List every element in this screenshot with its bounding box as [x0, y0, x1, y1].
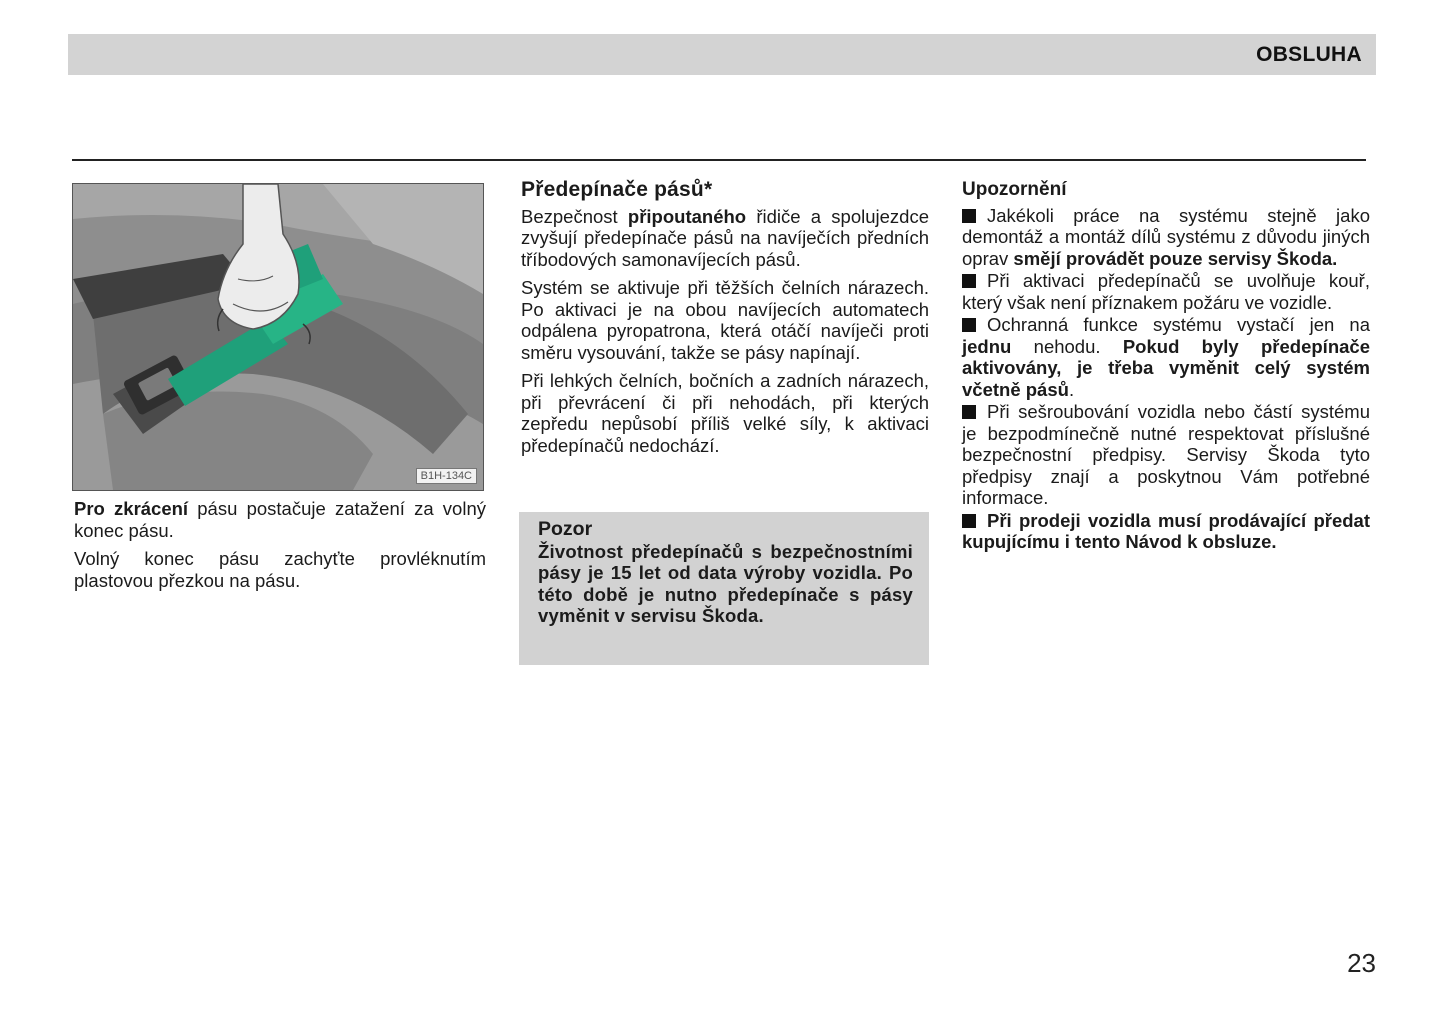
horizontal-rule: [72, 159, 1366, 161]
bullet-icon: [962, 318, 976, 332]
text: .: [1068, 378, 1075, 400]
warning-box: [519, 512, 929, 665]
figure-code: B1H-134C: [416, 468, 477, 484]
bold-text: Pro zkrácení: [74, 498, 189, 519]
bullet-icon: [962, 209, 976, 223]
bold-text: připoutaného: [627, 205, 747, 227]
text: nehodu.: [1011, 335, 1123, 357]
bold-text: smějí provádět pouze servisy Škoda.: [1013, 247, 1338, 269]
bold-text: Při prodeji vozidla musí prodávající předat kupujícímu i tento Návod k obsluze.: [962, 509, 1370, 552]
bold-text: jednu: [962, 335, 1012, 357]
seatbelt-illustration: [72, 183, 484, 491]
text: Bezpečnost: [521, 205, 628, 227]
page-number: 23: [1347, 948, 1376, 978]
text: Při sešroubování vozidla nebo částí systému je bezpodmínečně nutné respektovat příslušné bezpečnostní předpisy. Servisy Škoda tyto předpisy znají a poskytnou Vám potřebné informace.: [962, 401, 1370, 508]
left-column: [74, 498, 486, 598]
section-title: OBSLUHA: [1256, 43, 1362, 66]
paragraph: [521, 206, 929, 271]
bullet-icon: [962, 274, 976, 288]
warning-text: Životnost předepínačů s bezpečnostními pásy je 15 let od data výroby vozidla. Po této době je nutno předepínače s pásy vyměnit v servisu Škoda.: [538, 540, 913, 626]
paragraph: Volný konec pásu zachyťte provléknutím plastovou přezkou na pásu.: [74, 548, 486, 591]
bold-text: Pokud byly předepínače aktivovány, je třeba vyměnit celý systém včetně pásů: [962, 335, 1370, 400]
list-item: [962, 270, 1370, 313]
list-item: [962, 401, 1370, 509]
text: Ochranná funkce systému vystačí jen na: [987, 314, 1370, 335]
text: Jakékoli práce na systému stejně jako demontáž a montáž dílů systému z důvodu jiných oprav: [962, 204, 1370, 269]
seatbelt-drawing: [73, 184, 483, 490]
bullet-icon: [962, 405, 976, 419]
text: řidiče a spolujezdce zvyšují předepínače pásů na navíječích předních tříbodových samonavíjecích pásů.: [521, 205, 929, 270]
text: pásu postačuje zatažení za volný konec pásu.: [74, 498, 486, 541]
middle-column: [521, 179, 929, 463]
list-item: [962, 205, 1370, 270]
section-heading: Předepínače pásů*: [521, 178, 713, 201]
paragraph: Při lehkých čelních, bočních a zadních nárazech, při převrácení či při nehodách, při kterých zepředu nepůsobí příliš velké síly, k aktivaci předepínačů nedochází.: [521, 370, 929, 456]
bullet-icon: [962, 514, 976, 528]
text: Při aktivaci předepínačů se uvolňuje kouř, který však není příznakem požáru ve vozidle.: [962, 270, 1370, 313]
list-item: [962, 510, 1370, 553]
header-bar: [68, 34, 1376, 75]
right-column: [962, 179, 1370, 554]
notice-heading: Upozornění: [962, 179, 1067, 200]
paragraph: Systém se aktivuje při těžších čelních nárazech. Po aktivaci je na obou navíjecích automatech odpálena pyropatrona, která otáčí navíječi proti směru vysouvání, takže se pásy napínají.: [521, 277, 929, 363]
warning-title: Pozor: [538, 518, 593, 540]
paragraph: [74, 498, 486, 541]
list-item: [962, 314, 1370, 400]
